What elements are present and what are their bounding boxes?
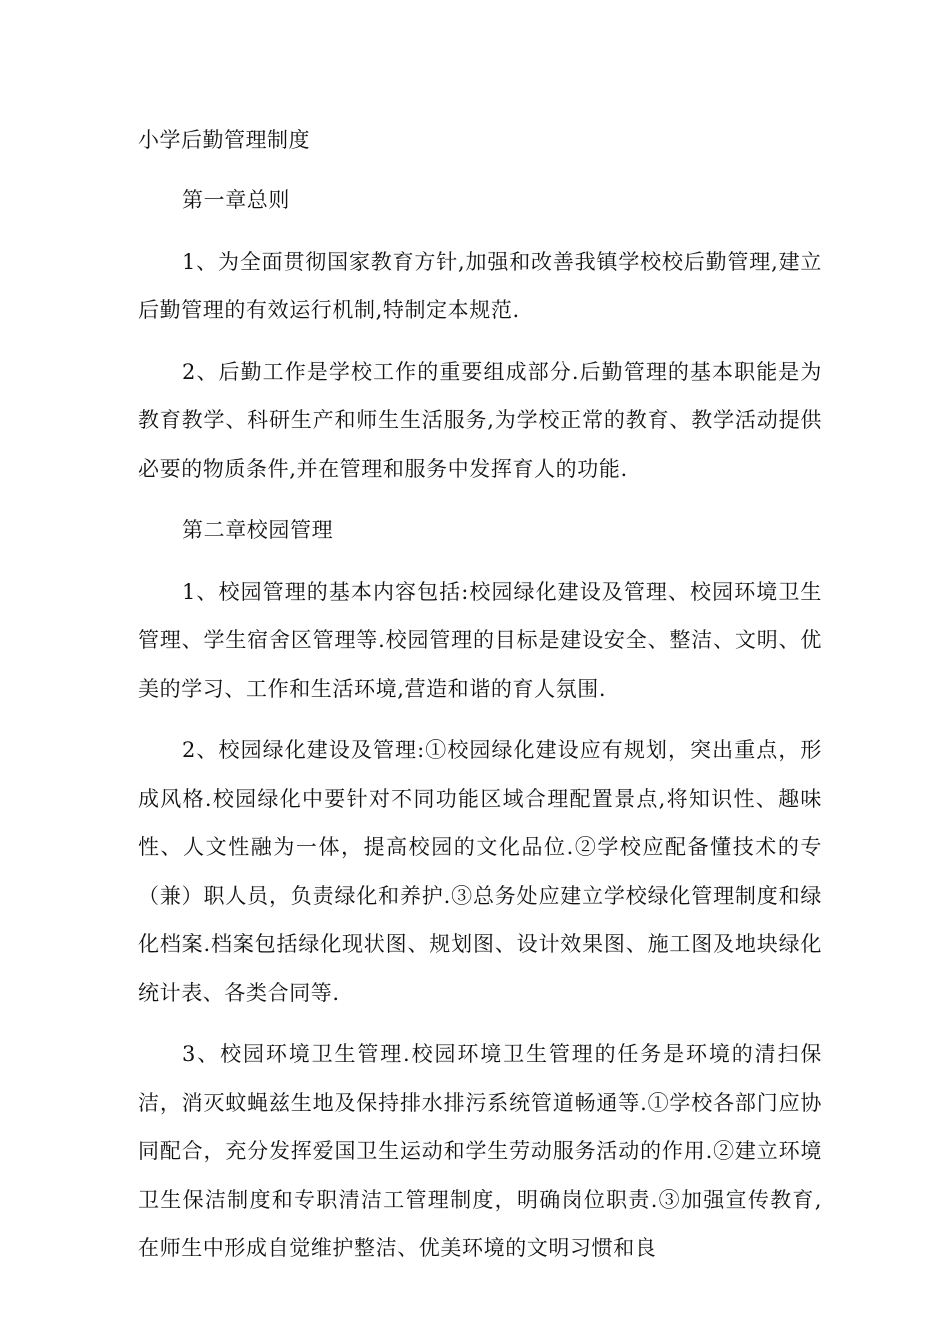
chapter-1-paragraph-1: 1、为全面贯彻国家教育方针,加强和改善我镇学校校后勤管理,建立后勤管理的有效运行机制,特制定本规范. <box>138 249 822 322</box>
chapter-1-paragraph-2: 2、后勤工作是学校工作的重要组成部分.后勤管理的基本职能是为教育教学、科研生产和师生生活服务,为学校正常的教育、教学活动提供必要的物质条件,并在管理和服务中发挥育人的功能. <box>138 359 822 481</box>
chapter-2-paragraph-3: 3、校园环境卫生管理.校园环境卫生管理的任务是环境的清扫保洁，消灭蚊蝇兹生地及保持排水排污系统管道畅通等.①学校各部门应协同配合，充分发挥爱国卫生运动和学生劳动服务活动的作用.②建立环境卫生保洁制度和专职清洁工管理制度，明确岗位职责.③加强宣传教育,在师生中形成自觉维护整洁、优美环境的文明习惯和良 <box>138 1042 822 1260</box>
chapter-1-heading: 第一章总则 <box>182 188 290 212</box>
chapter-2-paragraph-1: 1、校园管理的基本内容包括:校园绿化建设及管理、校园环境卫生管理、学生宿舍区管理等.校园管理的目标是建设安全、整洁、文明、优美的学习、工作和生活环境,营造和谐的育人氛围. <box>138 579 822 701</box>
chapter-2-heading: 第二章校园管理 <box>182 518 334 542</box>
document-title: 小学后勤管理制度 <box>138 128 310 152</box>
document-body <box>138 118 822 1286</box>
chapter-2-paragraph-2: 2、校园绿化建设及管理:①校园绿化建设应有规划，突出重点，形成风格.校园绿化中要针对不同功能区域合理配置景点,将知识性、趣味性、人文性融为一体，提高校园的文化品位.②学校应配备懂技术的专（兼）职人员，负责绿化和养护.③总务处应建立学校绿化管理制度和绿化档案.档案包括绿化现状图、规划图、设计效果图、施工图及地块绿化统计表、各类合同等. <box>138 738 822 1005</box>
